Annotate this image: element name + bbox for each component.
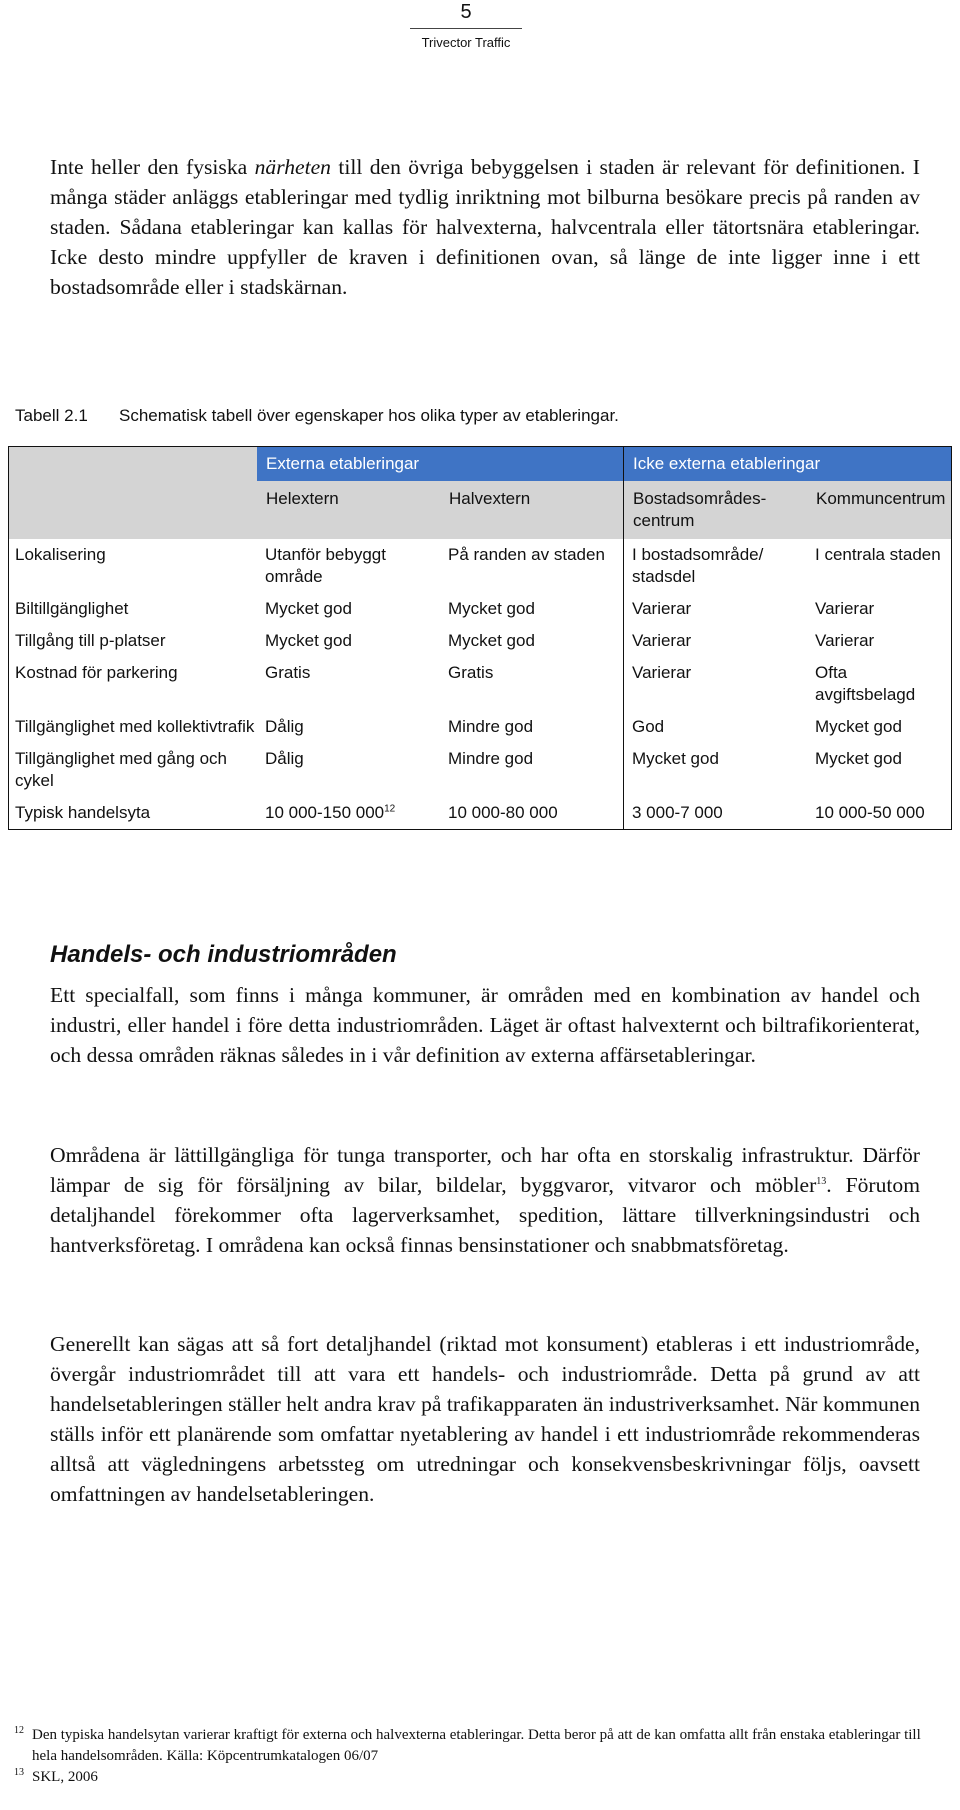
table-row [9, 711, 952, 743]
table-cell: Gratis [448, 663, 494, 682]
footnote-number: 12 [14, 1725, 24, 1736]
table-cell: Mycket god [815, 717, 902, 736]
footnote-number: 13 [14, 1767, 24, 1778]
table-row [9, 797, 952, 830]
footnotes [14, 1725, 944, 1788]
footnote-ref-12[interactable]: 12 [384, 803, 396, 815]
row-label: Tillgänglighet med kollektivtrafik [15, 717, 255, 736]
table-cell: Mycket god [448, 599, 535, 618]
section-heading: Handels- och industriområden [50, 941, 397, 968]
sub-header-kommuncentrum: Kommuncentrum [807, 481, 952, 539]
table-cell: Varierar [624, 625, 808, 657]
table-cell: Varierar [624, 593, 808, 625]
footnote-ref-13[interactable]: 13 [816, 1175, 827, 1187]
table-cell: Varierar [624, 657, 808, 711]
table-cell: Mindre god [448, 717, 534, 736]
table-corner-cell [9, 447, 258, 482]
paragraph-text-end: . Förutom detaljhandel förekommer ofta lagerverksamhet, spedition, lättare tillverkningsindustri och hantverksföretag. I områdena kan också finnas bensinstationer och snabbmatsföretag. [50, 1173, 920, 1257]
table-row [9, 625, 952, 657]
table-caption [15, 405, 619, 427]
header-org: Trivector Traffic [421, 35, 511, 50]
table-caption-text: Schematisk tabell över egenskaper hos olika typer av etableringar. [119, 406, 619, 425]
table-row [9, 657, 952, 711]
page-number: 5 [460, 1, 472, 23]
table-cell [257, 797, 440, 830]
table-cell: Mycket god [815, 749, 902, 768]
row-label: Kostnad för parkering [15, 663, 178, 682]
table-row [9, 743, 952, 797]
footnote-text: Den typiska handelsytan varierar kraftigt för externa och halvexterna etableringar. Detta beror på att de kan omfatta allt från enstaka etableringar till hela handelsområden. Källa: Köpcentrumkatalogen 06/07 [32, 1727, 921, 1764]
intro-text-start: Inte heller den fysiska [50, 155, 255, 179]
table-row [9, 593, 952, 625]
page-header [410, 0, 522, 51]
intro-text-end: till den övriga bebyggelsen i staden är relevant för definitionen. I många städer anläggs etableringar med tydlig inriktning mot bilburna besökare precis på randen av staden. Sådana etableringar kan kallas för halvexterna, halvcentrala eller tätortsnära etableringar. Icke desto mindre uppfyller de kraven i definitionen ovan, så länge de inte ligger inne i ett bostadsområde eller i stadskärnan. [50, 155, 920, 299]
table-cell: Dålig [265, 717, 304, 736]
table-group-header-row [9, 447, 952, 482]
sub-header-halvextern: Halvextern [440, 481, 624, 539]
table-row [9, 539, 952, 593]
sub-header-bostadsomradescentrum: Bostadsområdes-centrum [624, 481, 808, 539]
intro-emphasis: närheten [254, 155, 331, 179]
section-paragraph-1: Ett specialfall, som finns i många kommuner, är områden med en kombination av handel och industri, eller handel i före detta industriområden. Läget är oftast halvexternt och biltrafikorienterat, och dessa områden räknas således in i vår definition av externa affärsetableringar. [50, 983, 920, 1067]
table-cell-value: 10 000-150 000 [265, 803, 385, 822]
sub-header-helextern: Helextern [257, 481, 440, 539]
table-sub-header-row [9, 481, 952, 539]
footnote-text: SKL, 2006 [32, 1769, 98, 1785]
row-label: Lokalisering [15, 545, 106, 564]
table-cell: Mindre god [448, 749, 534, 768]
table-cell: Varierar [815, 631, 875, 650]
table-cell: Mycket god [265, 599, 352, 618]
table-cell: I bostadsområde/ stadsdel [624, 539, 808, 593]
row-label: Tillgång till p-platser [15, 631, 166, 650]
header-rule [410, 28, 522, 29]
row-label: Tillgänglighet med gång och cykel [15, 749, 228, 790]
table-cell: God [624, 711, 808, 743]
table-cell: Varierar [815, 599, 875, 618]
table-cell: Mycket god [448, 631, 535, 650]
table-cell: 10 000-80 000 [448, 803, 558, 822]
group-header-external: Externa etableringar [257, 447, 624, 482]
table-cell: Mycket god [624, 743, 808, 797]
table-cell: I centrala staden [815, 545, 941, 564]
properties-table [8, 446, 952, 830]
table-cell: Ofta avgiftsbelagd [815, 663, 916, 704]
table-cell: Dålig [265, 749, 304, 768]
row-label: Typisk handelsyta [15, 803, 151, 822]
paragraph-text-start: Områdena är lättillgängliga för tunga transporter, och har ofta en storskalig infrastruktur. Därför lämpar de sig för försäljning av bilar, bildelar, byggvaror, vitvaror och möbler [50, 1143, 920, 1197]
table-caption-label: Tabell 2.1 [15, 406, 88, 425]
table-cell: På randen av staden [448, 545, 605, 564]
table-cell: Mycket god [265, 631, 352, 650]
table-cell: 3 000-7 000 [624, 797, 808, 830]
table-cell: Gratis [265, 663, 311, 682]
table-corner-cell-sub [9, 481, 258, 539]
section-paragraph-2 [50, 1140, 920, 1260]
footnote-12 [14, 1725, 944, 1767]
table-cell: 10 000-50 000 [815, 803, 925, 822]
row-label: Biltillgänglighet [15, 599, 129, 618]
section-paragraph-3: Generellt kan sägas att så fort detaljhandel (riktad mot konsument) etableras i ett industriområde, övergår industriområdet till att vara ett handels- och industriområde. Detta på grund av att handelsetableringen ställer helt andra krav på trafikapparaten än industriverksamhet. När kommunen ställs inför ett planärende som omfattar nyetablering av handel i ett industriområde rekommenderas alltså att vägledningens arbetssteg om utredningar och konsekvensbeskrivningar följs, oavsett omfattningen av handelsetableringen. [50, 1332, 921, 1506]
table-cell: Utanför bebyggt område [265, 545, 386, 586]
group-header-non-external: Icke externa etableringar [624, 447, 952, 482]
footnote-13 [14, 1767, 944, 1788]
intro-paragraph [50, 152, 920, 302]
